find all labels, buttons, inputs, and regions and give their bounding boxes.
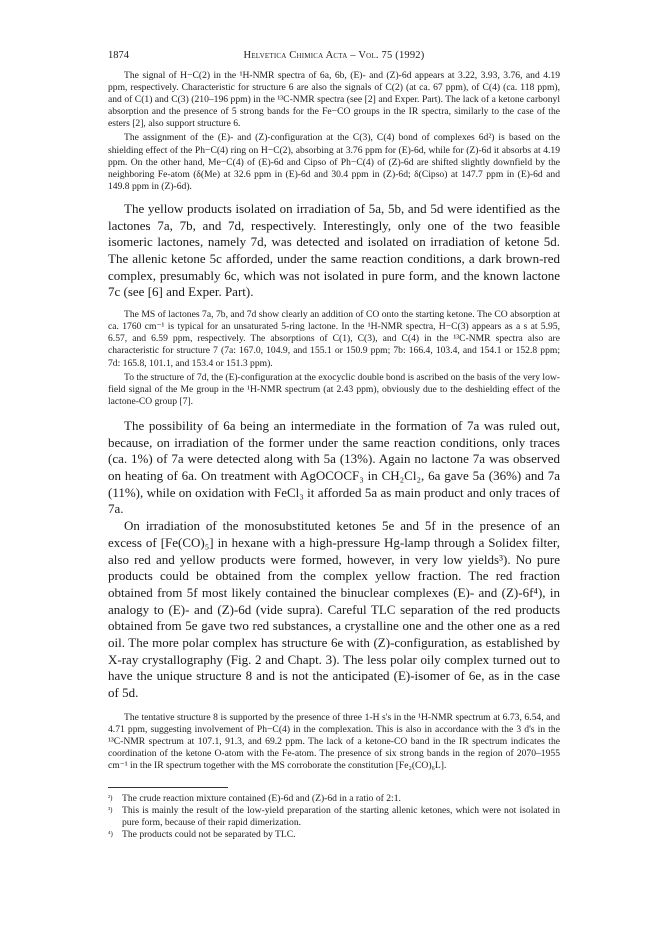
paragraph-lactone-configuration: To the structure of 7d, the (E)-configuration at the exocyclic double bond is ascribed on the basis of the very low-field signal of the Me group in the ¹H-NMR spectrum (at 2.43 ppm), obviously due to the deshielding effect of the lactone-CO group [7]. xyxy=(108,371,560,407)
paragraph-intermediate-ruled-out: The possibility of 6a being an intermediate in the formation of 7a was ruled out, because, on irradiation of the former under the same reaction conditions, only traces (ca. 1%) of 7a were detected along with 5a (13%). Again no lactone 7a was observed on heating of 6a. On treatment with AgOCOCF₃ in CH₂Cl₂, 6a gave 5a (36%) and 7a (11%), while on oxidation with FeCl₃ it afforded 5a as main product and only traces of 7a. xyxy=(108,417,560,517)
footnote-2 xyxy=(108,793,560,805)
footnote-3 xyxy=(108,805,560,829)
footnote-4 xyxy=(108,829,560,841)
article-body xyxy=(108,70,560,841)
footnote-text: This is mainly the result of the low-yield preparation of the starting allenic ketones, which were not isolated in pure form, because of their rapid dimerization. xyxy=(122,805,560,829)
paragraph-monosubstituted-ketones: On irradiation of the monosubstituted ketones 5e and 5f in the presence of an excess of [Fe(CO)₅] in hexane with a high-pressure Hg-lamp through a Solidex filter, also red and yellow products were formed, however, in very low yields³). No pure products could be obtained from the complex yellow fraction. The red fraction obtained from 5f most likely contained the binuclear complexes (E)- and (Z)-6f⁴), in analogy to (E)- and (Z)-6d (vide supra). Careful TLC separation of the red products obtained from 5e gave two red substances, a crystalline one and the other one as a red oil. The more polar complex has structure 6e with (Z)-configuration, as established by X-ray crystallography (Fig. 2 and Chapt. 3). The less polar oily complex turned out to have the unique structure 8 and is not the anticipated (E)-isomer of 6e, as in the case of 5d. xyxy=(108,518,560,701)
paragraph-nmr-signals: The signal of H−C(2) in the ¹H-NMR spectra of 6a, 6b, (E)- and (Z)-6d appears at 3.22, 3.93, 3.76, and 4.19 ppm, respectively. Characteristic for structure 6 are also the signals of C(2) (at ca. 67 ppm), of C(4) (ca. 118 ppm), and of C(1) and C(3) (210–196 ppm) in the ¹³C-NMR spectra (see [2] and Exper. Part). The lack of a ketone carbonyl absorption and the presence of 5 strong bands for the Fe−CO groups in the IR spectra, similarly to the case of the esters [2], also support structure 6. xyxy=(108,70,560,130)
paragraph-configuration-assignment: The assignment of the (E)- and (Z)-configuration at the C(3), C(4) bond of complexes 6d²) is based on the shielding effect of the Ph−C(4) ring on H−C(2), absorbing at 3.76 ppm for (E)-6d, while for (Z)-6d it absorbs at 4.19 ppm. On the other hand, Me−C(4) of (E)-6d and Cipso of Ph−C(4) of (Z)-6d are shifted slightly downfield by the neighboring Fe-atom (δ(Me) at 32.6 ppm in (E)-6d and 30.4 ppm in (Z)-6d; δ(Cipso) at 147.7 ppm in (E)-6d and 149.8 ppm in (Z)-6d). xyxy=(108,132,560,192)
paragraph-lactone-ms: The MS of lactones 7a, 7b, and 7d show clearly an addition of CO onto the starting ketone. The CO absorption at ca. 1760 cm⁻¹ is typical for an unsaturated 5-ring lactone. In the ¹H-NMR spectra, H−C(3) appears as a s at 5.95, 6.57, and 6.59 ppm, respectively. The absorptions of C(1), C(3), and C(4) in the ¹³C-NMR spectra also are characteristic for structure 7 (7a: 167.0, 104.9, and 155.1 or 150.9 ppm; 7b: 166.4, 103.4, and 154.1 or 152.8 ppm; 7d: 165.8, 101.1, and 153.4 or 151.3 ppm). xyxy=(108,309,560,369)
footnote-mark: ³) xyxy=(108,806,113,815)
page-number: 1874 xyxy=(108,50,129,61)
journal-title: Helvetica Chimica Acta – Vol. 75 (1992) xyxy=(243,50,425,61)
running-header xyxy=(108,50,560,64)
paragraph-yellow-products: The yellow products isolated on irradiation of 5a, 5b, and 5d were identified as the lactones 7a, 7b, and 7d, respectively. Interestingly, only one of the two feasible isomeric lactones, namely 7d, was detected and isolated on irradiation of ketone 5d. The allenic ketone 5c afforded, under the same reaction conditions, a dark brown-red complex, presumably 6c, which was not isolated in pure form, and the known lactone 7c (see [6] and Exper. Part). xyxy=(108,200,560,300)
paragraph-structure-8: The tentative structure 8 is supported by the presence of three 1-H s's in the ¹H-NMR spectrum at 6.73, 6.54, and 4.71 ppm, suggesting involvement of Ph−C(4) in the complexation. This is also in accordance with the 3 d's in the ¹³C-NMR spectrum at 107.1, 91.3, and 69.2 ppm. The lack of a ketone-CO band in the IR spectrum indicates the coordination of the ketone O-atom with the Fe-atom. The presence of six strong bands in the region of 2070–1955 cm⁻¹ in the IR spectrum together with the MS corroborate the constitution [Fe₂(CO)₆L]. xyxy=(108,711,560,772)
footnote-text: The crude reaction mixture contained (E)-6d and (Z)-6d in a ratio of 2:1. xyxy=(122,793,401,805)
footnote-text: The products could not be separated by TLC. xyxy=(122,829,296,841)
footnote-mark: ²) xyxy=(108,794,113,803)
footnote-mark: ⁴) xyxy=(108,830,113,839)
footnote-divider xyxy=(108,787,228,788)
